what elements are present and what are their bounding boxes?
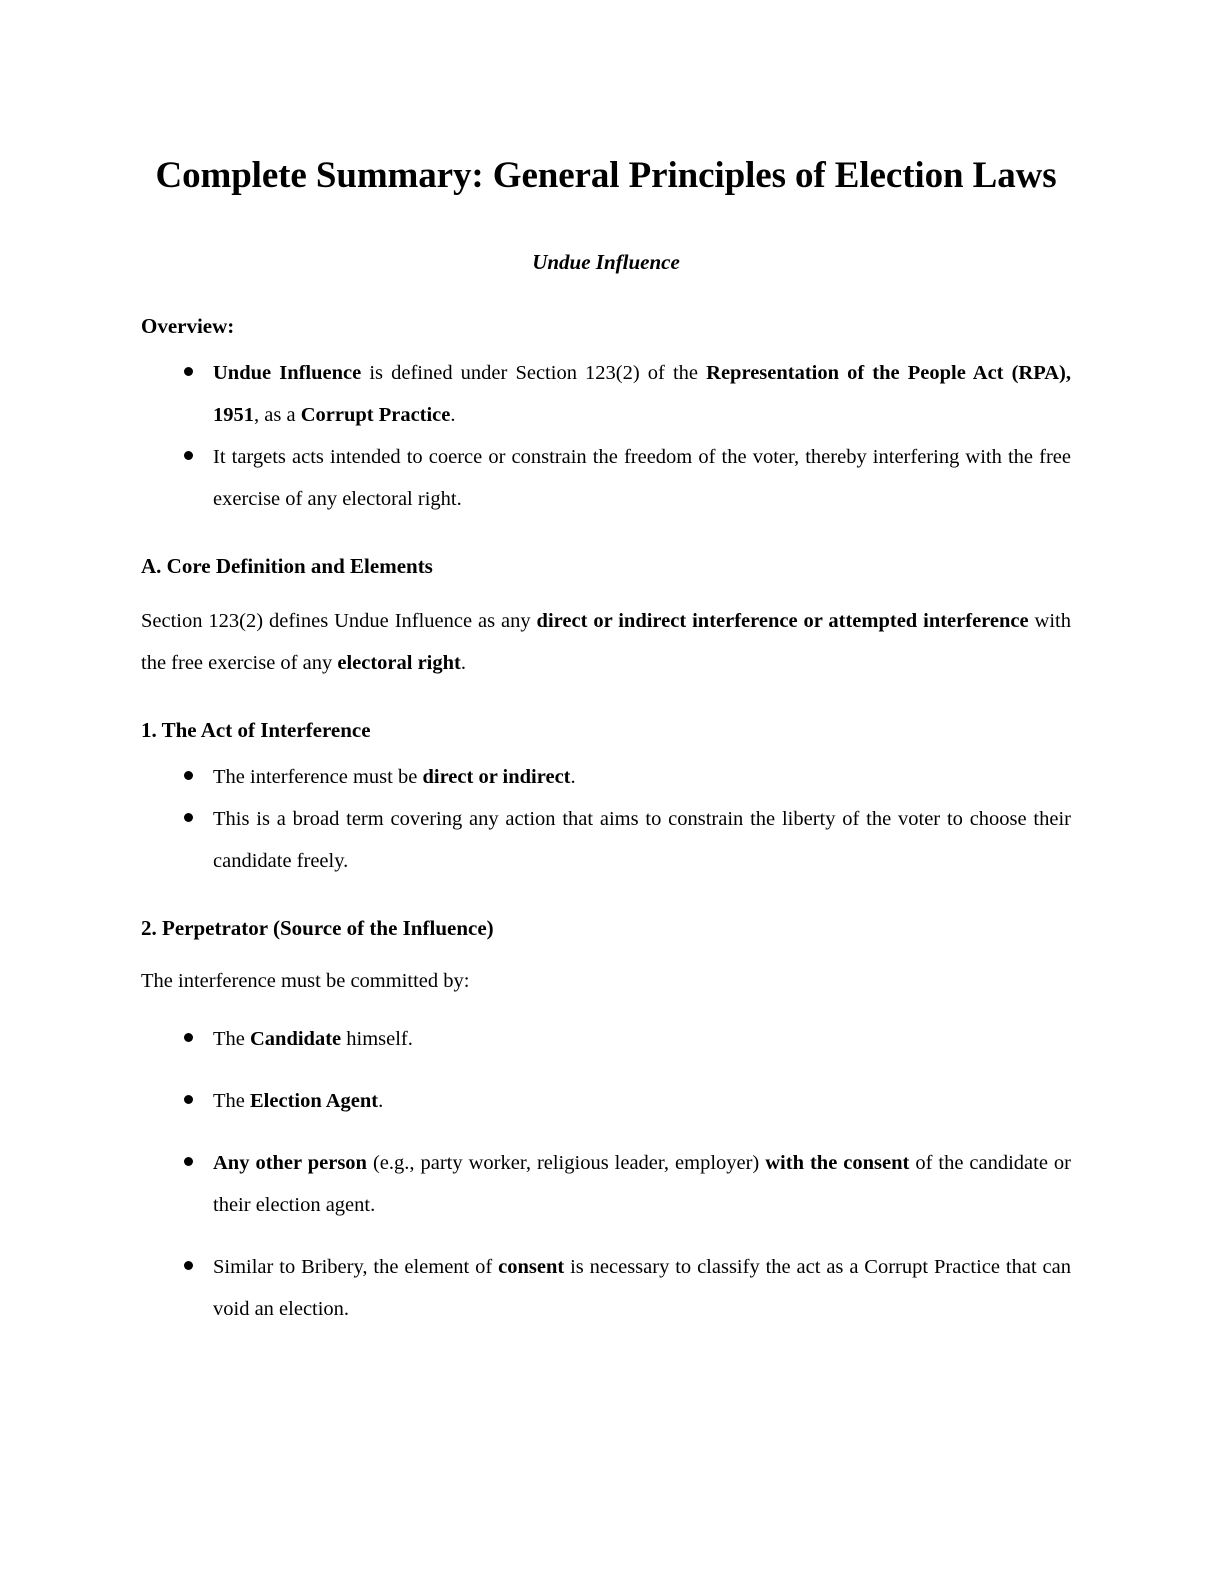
bullet-icon: [183, 1018, 193, 1060]
bullet-icon: [183, 436, 193, 478]
list-item-text: The interference must be direct or indirect.: [213, 766, 576, 788]
bullet-icon: [183, 1246, 193, 1288]
heading-sub-1: 1. The Act of Interference: [141, 718, 371, 742]
heading-sub-2: 2. Perpetrator (Source of the Influence): [141, 916, 494, 940]
list-item-text: This is a broad term covering any action that aims to constrain the liberty of the voter to choose their candidate freely.: [213, 808, 1071, 872]
sub-2-bullet-list: [141, 1002, 1071, 1330]
heading-overview: Overview:: [141, 314, 235, 338]
list-item: [141, 798, 1071, 882]
page-title: Complete Summary: General Principles of Election Laws: [155, 155, 1057, 196]
sub-1-bullet-list: [141, 744, 1071, 882]
bullet-icon: [183, 798, 193, 840]
list-item: [141, 1080, 1071, 1122]
list-item-text: The Election Agent.: [213, 1090, 384, 1112]
bullet-icon: [183, 352, 193, 394]
list-item: [141, 1246, 1071, 1330]
sub-2-intro-paragraph: The interference must be committed by:: [141, 970, 470, 992]
list-item-text: It targets acts intended to coerce or constrain the freedom of the voter, thereby interfering with the free exercise of any electoral right.: [213, 446, 1071, 510]
heading-section-a: A. Core Definition and Elements: [141, 554, 433, 578]
document-subtitle: Undue Influence: [532, 250, 680, 274]
list-item: [141, 1142, 1071, 1226]
list-item-text: The Candidate himself.: [213, 1028, 413, 1050]
list-item: [141, 352, 1071, 436]
bullet-icon: [183, 1080, 193, 1122]
list-item-text: Undue Influence is defined under Section 123(2) of the Representation of the People Act (RPA), 1951, as a Corrupt Practice.: [213, 362, 1071, 426]
document-body: [141, 0, 1071, 1330]
list-item-text: Similar to Bribery, the element of consent is necessary to classify the act as a Corrupt Practice that can void an election.: [213, 1256, 1071, 1320]
list-item: [141, 756, 1071, 798]
section-a-paragraph: Section 123(2) defines Undue Influence as any direct or indirect interference or attempted interference with the free exercise of any electoral right.: [141, 610, 1071, 674]
list-item-text: Any other person (e.g., party worker, religious leader, employer) with the consent of the candidate or their election agent.: [213, 1152, 1071, 1216]
bullet-icon: [183, 1142, 193, 1184]
overview-bullet-list: [141, 340, 1071, 520]
list-item: [141, 436, 1071, 520]
bullet-icon: [183, 756, 193, 798]
list-item: [141, 1018, 1071, 1060]
